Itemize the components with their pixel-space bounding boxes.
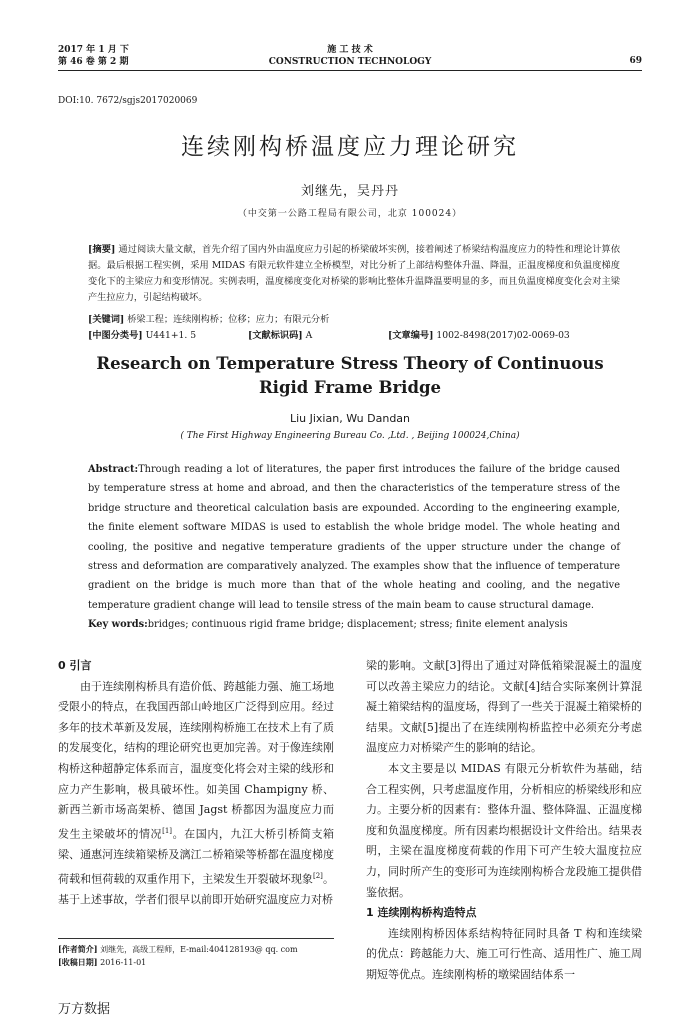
authors-zh: 刘继先，吴丹丹 — [300, 184, 399, 199]
section-0-heading: 0 引言 — [58, 659, 92, 672]
footnote-author-label: [作者简介] — [58, 944, 98, 954]
header-rule — [58, 70, 642, 71]
footnote — [58, 943, 334, 969]
keywords-en-label: Key words: — [88, 619, 148, 630]
section-1-heading: 1 连续刚构桥构造特点 — [366, 906, 477, 920]
intro-paragraph-1-continued: 梁的影响。文献[3]得出了通过对降低箱梁混凝土的温度可以改善主梁应力的结论。文献[4]结合实际案例计算混凝土箱梁结构的温度场，得到了一些关于混凝土箱梁桥的结果。文献[5]提出了在连续刚构桥监控中必须充分考虑温度应力对桥梁产生的影响的结论。 — [366, 659, 642, 755]
footnote-date-text: 2016-11-01 — [100, 958, 147, 967]
abstract-en — [88, 460, 620, 615]
section-1-paragraph: 连续刚构桥因体系结构特征同时具备 T 构和连续梁的优点：跨越能力大、施工可行性高、适用性广、施工周期短等优点。连续刚构桥的墩梁固结体系一 — [366, 926, 642, 981]
footnote-author — [58, 943, 334, 956]
keywords-zh-text: 桥梁工程；连续刚构桥；位移；应力；有限元分析 — [127, 314, 330, 325]
footnote-date-label: [收稿日期] — [58, 957, 98, 967]
page-number: 69 — [629, 56, 642, 66]
intro-paragraph-1 — [58, 677, 334, 911]
keywords-zh — [88, 312, 620, 328]
watermark: 万方数据 — [58, 1002, 111, 1017]
article-number — [388, 328, 570, 344]
keywords-en-text: bridges; continuous rigid frame bridge; displacement; stress; finite element analysis — [147, 619, 568, 630]
affiliation-zh: （中交第一公路工程局有限公司，北京 100024） — [237, 209, 463, 219]
abstract-en-label: Abstract: — [88, 464, 139, 475]
title-en-line1: Research on Temperature Stress Theory of Continuous — [96, 354, 604, 373]
title-en — [0, 352, 700, 400]
header-journal — [0, 44, 700, 68]
header-volume: 第 46 卷 第 2 期 — [58, 57, 129, 67]
citation-1[interactable]: [1] — [162, 826, 173, 835]
abstract-zh-label: [摘要] — [88, 244, 116, 255]
affiliation-en: ( The First Highway Engineering Bureau Co. ,Ltd. , Beijing 100024,China) — [180, 431, 520, 441]
header-date: 2017 年 1 月 下 — [58, 45, 129, 55]
journal-name-en: CONSTRUCTION TECHNOLOGY — [268, 57, 432, 67]
title-en-line2: Rigid Frame Bridge — [258, 378, 442, 397]
footnote-date — [58, 956, 334, 969]
body-column-right — [366, 656, 642, 986]
article-value: 1002-8498(2017)02-0069-03 — [436, 330, 570, 341]
abstract-zh-text: 通过阅读大量文献，首先介绍了国内外由温度应力引起的桥梁破坏实例，接着阐述了桥梁结构温度应力的特性和理论计算依据。最后根据工程实例，采用 MIDAS 有限元软件建立全桥模型，对比分析了上部结构整体升温、降温，正温度梯度和负温度梯度变化下的主梁应力和变形情况。实例表明，温度梯度变化对桥梁的影响比整体升温降温要明显的多，而且负温度梯度变化会对主梁产生拉应力，引起结构破坏。 — [88, 244, 621, 303]
citation-2[interactable]: [2] — [313, 871, 323, 880]
doc-label: [文献标识码] — [248, 330, 303, 341]
footnote-rule — [58, 938, 334, 939]
intro-text-c: 。基于上述事故，学者们很早以前即开始研究温度应力对桥 — [58, 872, 335, 906]
article-label: [文章编号] — [388, 330, 434, 341]
abstract-en-text: Through reading a lot of literatures, the paper first introduces the failure of the bridge caused by temperature stress at home and abroad, and then the characteristics of the temperature stress of the bridge structure and theoretical calculation basis are expounded. According to the engineering example, the finite element software MIDAS is used to establish the whole bridge model. The whole heating and cooling, the positive and negative temperature gradients of the upper structure under the change of stress and deformation are comparatively analyzed. The examples show that the influence of temperature gradient on the bridge is much more than that of the whole heating and cooling, and the negative temperature gradient change will lead to tensile stress of the main beam to cause structural damage. — [88, 464, 620, 611]
clc-code — [88, 328, 196, 344]
title-zh: 连续刚构桥温度应力理论研究 — [181, 134, 519, 160]
doi: DOI:10. 7672/sgjs2017020069 — [58, 96, 198, 106]
doc-value: A — [305, 330, 313, 341]
keywords-zh-label: [关键词] — [88, 314, 125, 325]
doc-code — [248, 328, 312, 344]
footnote-author-text: 刘继先，高级工程师，E-mail:404128193@ qq. com — [100, 945, 298, 954]
clc-value: U441+1. 5 — [145, 330, 197, 341]
keywords-en — [88, 616, 620, 634]
body-column-left — [58, 656, 334, 910]
intro-text-b: 。在国内，九江大桥引桥简支箱梁、通惠河连续箱梁桥及漓江二桥箱梁等桥都在温度梯度荷载和恒荷载的双重作用下，主梁发生开裂破坏现象 — [58, 827, 335, 886]
intro-text-a: 由于连续刚构桥具有造价低、跨越能力强、施工场地受限小的特点，在我国西部山岭地区广泛得到应用。经过多年的技术革新及发展，连续刚构桥施工在技术上有了质的发展变化，结构的理论研究也更加完善。对于像连续刚构桥这种超静定体系而言，温度变化将会对主梁的线形和应力产生影响，极具破坏性。如美国 Champigny 桥、新西兰新市场高架桥、德国 Jagst 桥都因为温度应力而发生主梁破坏的情况 — [58, 679, 334, 841]
clc-label: [中图分类号] — [88, 330, 143, 341]
abstract-zh — [88, 242, 620, 306]
intro-paragraph-2: 本文主要是以 MIDAS 有限元分析软件为基础，结合工程实例，只考虑温度作用，分析相应的桥梁线形和应力。主要分析的因素有：整体升温、整体降温、正温度梯度和负温度梯度。所有因素均根据设计文件给出。结果表明，主梁在温度梯度荷载的作用下可产生较大温度拉应力，同时所产生的变形可为连续刚构桥合龙段施工提供借鉴依据。 — [366, 761, 642, 899]
journal-name-zh: 施 工 技 术 — [327, 45, 373, 55]
authors-en: Liu Jixian, Wu Dandan — [289, 412, 411, 425]
